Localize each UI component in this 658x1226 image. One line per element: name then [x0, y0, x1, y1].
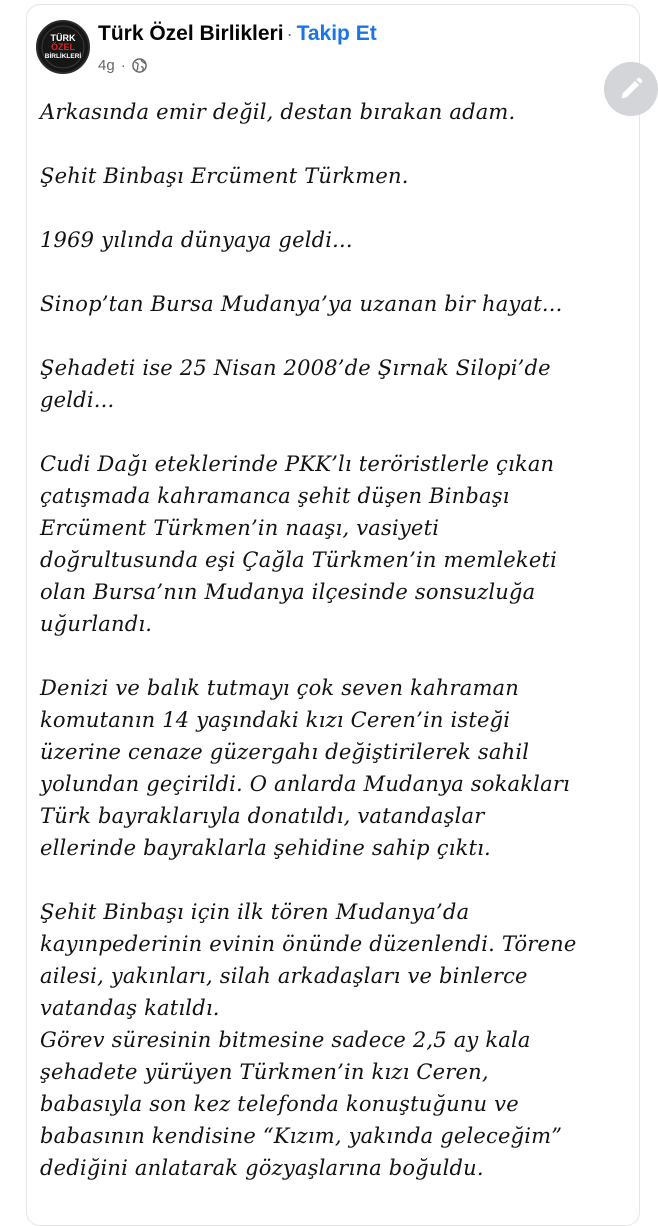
paragraph-7: Denizi ve balık tutmayı çok seven kahraman komutanın 14 yaşındaki kızı Ceren’in isteği üzerine cenaze güzergahı değiştirilerek sahil yolundan geçirildi. O anlarda Mudanya sokakları Türk bayraklarıyla donatıldı, vatandaşlar ellerinde bayraklarla şehidine sahip çıktı.	[40, 676, 570, 860]
post-meta	[98, 57, 147, 74]
page-name[interactable]: Türk Özel Birlikleri	[98, 22, 284, 45]
separator-dot-small: ·	[120, 57, 126, 74]
logo-line-3: BİRLİKLERİ	[44, 53, 82, 60]
paragraph-4: Sinop’tan Bursa Mudanya’ya uzanan bir hayat...	[40, 292, 563, 316]
follow-button[interactable]: Takip Et	[296, 22, 377, 45]
paragraph-3: 1969 yılında dünyaya geldi...	[40, 228, 353, 252]
post-text	[40, 96, 620, 1184]
page-name-row	[98, 22, 377, 46]
logo-line-2: ÖZEL	[51, 42, 75, 52]
timestamp[interactable]: 4g	[98, 57, 115, 74]
avatar[interactable]	[36, 20, 90, 74]
globe-icon[interactable]	[132, 58, 147, 73]
paragraph-8: Şehit Binbaşı için ilk tören Mudanya’da kayınpederinin evinin önünde düzenlendi. Törene ailesi, yakınları, silah arkadaşları ve binlerce vatandaş katıldı. Görev süresinin bitmesine sadece 2,5 ay kala şehadete yürüyen Türkmen’in kızı Ceren, babasıyla son kez telefonda konuştuğunu ve babasının kendisine “Kızım, yakında geleceğim” dediğini anlatarak gözyaşlarına boğuldu.	[40, 900, 577, 1180]
logo-line-1: TÜRK	[50, 33, 76, 43]
paragraph-5: Şehadeti ise 25 Nisan 2008’de Şırnak Silopi’de geldi...	[40, 356, 551, 412]
paragraph-1: Arkasında emir değil, destan bırakan adam.	[40, 100, 516, 124]
post-header	[36, 16, 636, 86]
paragraph-6: Cudi Dağı eteklerinde PKK’lı teröristlerle çıkan çatışmada kahramanca şehit düşen Binbaşı Ercüment Türkmen’in naaşı, vasiyeti doğrultusunda eşi Çağla Türkmen’in memleketi olan Bursa’nın Mudanya ilçesinde sonsuzluğa uğurlandı.	[40, 452, 558, 636]
separator-dot: ·	[286, 24, 293, 44]
logo-image	[38, 22, 88, 72]
paragraph-2: Şehit Binbaşı Ercüment Türkmen.	[40, 164, 409, 188]
